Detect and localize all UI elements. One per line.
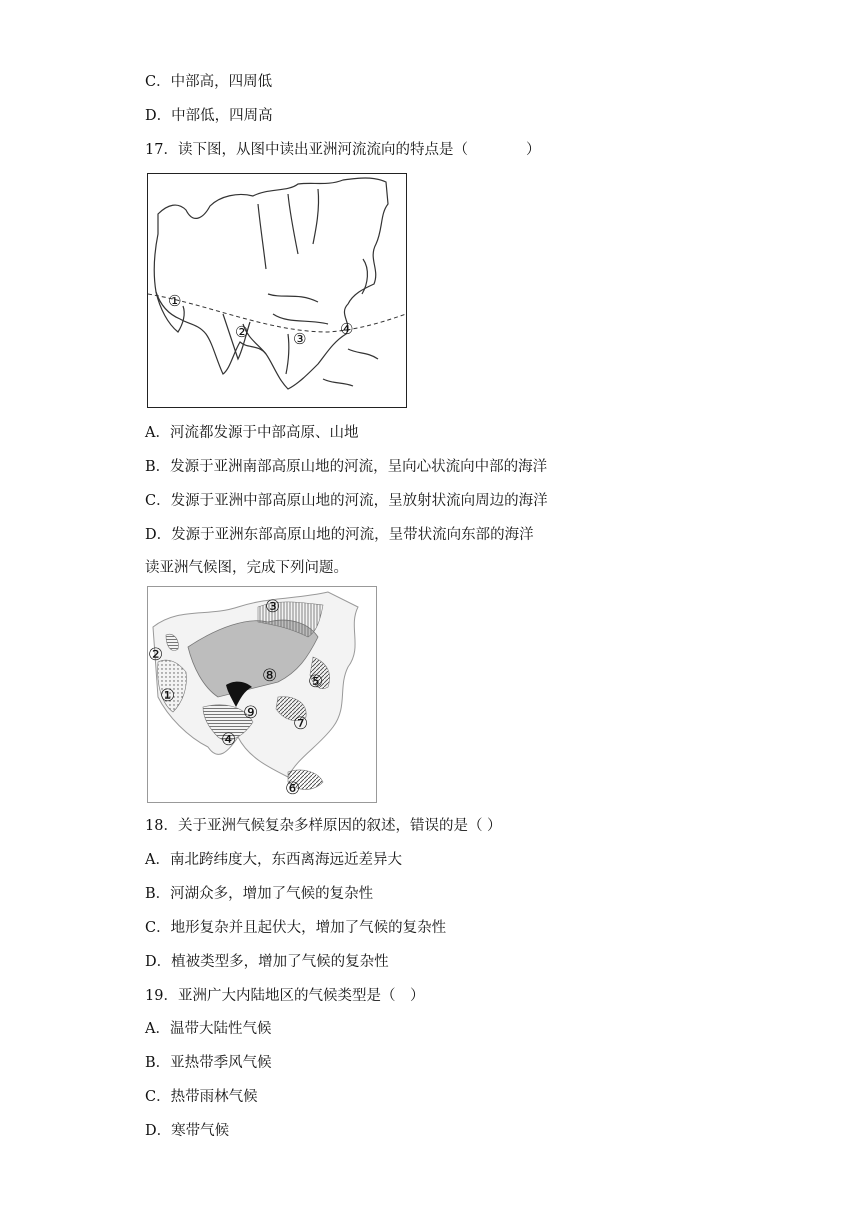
q19-option-c: C．热带雨林气候	[145, 1089, 258, 1105]
q19-option-a: A．温带大陆性气候	[145, 1021, 272, 1037]
q19-option-d: D．寒带气候	[145, 1123, 230, 1139]
map-label-1: ①	[168, 292, 182, 310]
asia-rivers-map	[147, 173, 407, 408]
q16-option-c: C．中部高，四周低	[145, 74, 273, 90]
climate-label-3: ③	[265, 597, 281, 617]
q19-stem: 19．亚洲广大内陆地区的气候类型是（ ）	[145, 988, 425, 1004]
q17-option-c: C．发源于亚洲中部高原山地的河流，呈放射状流向周边的海洋	[145, 493, 548, 509]
q18-option-a: A．南北跨纬度大，东西离海远近差异大	[145, 852, 402, 868]
map-label-3: ③	[293, 330, 307, 348]
climate-label-4: ④	[221, 730, 237, 750]
climate-label-9: ⑨	[243, 703, 259, 723]
q19-option-b: B．亚热带季风气候	[145, 1055, 272, 1071]
q18-option-b: B．河湖众多，增加了气候的复杂性	[145, 886, 374, 902]
q16-option-d: D．中部低，四周高	[145, 108, 273, 124]
climate-label-7: ⑦	[293, 714, 309, 734]
map-label-2: ②	[235, 323, 249, 341]
map-label-4: ④	[340, 320, 354, 338]
tropic-dashed-line	[148, 294, 406, 332]
asia-outline	[154, 178, 388, 389]
q17-stem: 17．读下图，从图中读出亚洲河流流向的特点是（ ）	[145, 142, 541, 158]
q18-option-c: C．地形复杂并且起伏大，增加了气候的复杂性	[145, 920, 447, 936]
asia-climate-map	[147, 586, 377, 803]
climate-label-6: ⑥	[285, 779, 301, 799]
q18-option-d: D．植被类型多，增加了气候的复杂性	[145, 954, 389, 970]
climate-label-5: ⑤	[308, 672, 324, 692]
q17-option-b: B．发源于亚洲南部高原山地的河流，呈向心状流向中部的海洋	[145, 459, 548, 475]
q17-option-d: D．发源于亚洲东部高原山地的河流，呈带状流向东部的海洋	[145, 527, 534, 543]
q18-stem: 18．关于亚洲气候复杂多样原因的叙述，错误的是（ ）	[145, 818, 502, 834]
climate-label-8: ⑧	[262, 666, 278, 686]
q17-option-a: A．河流都发源于中部高原、山地	[145, 425, 359, 441]
climate-label-2: ②	[148, 645, 164, 665]
climate-label-1: ①	[160, 686, 176, 706]
climate-intro: 读亚洲气候图，完成下列问题。	[145, 560, 348, 576]
